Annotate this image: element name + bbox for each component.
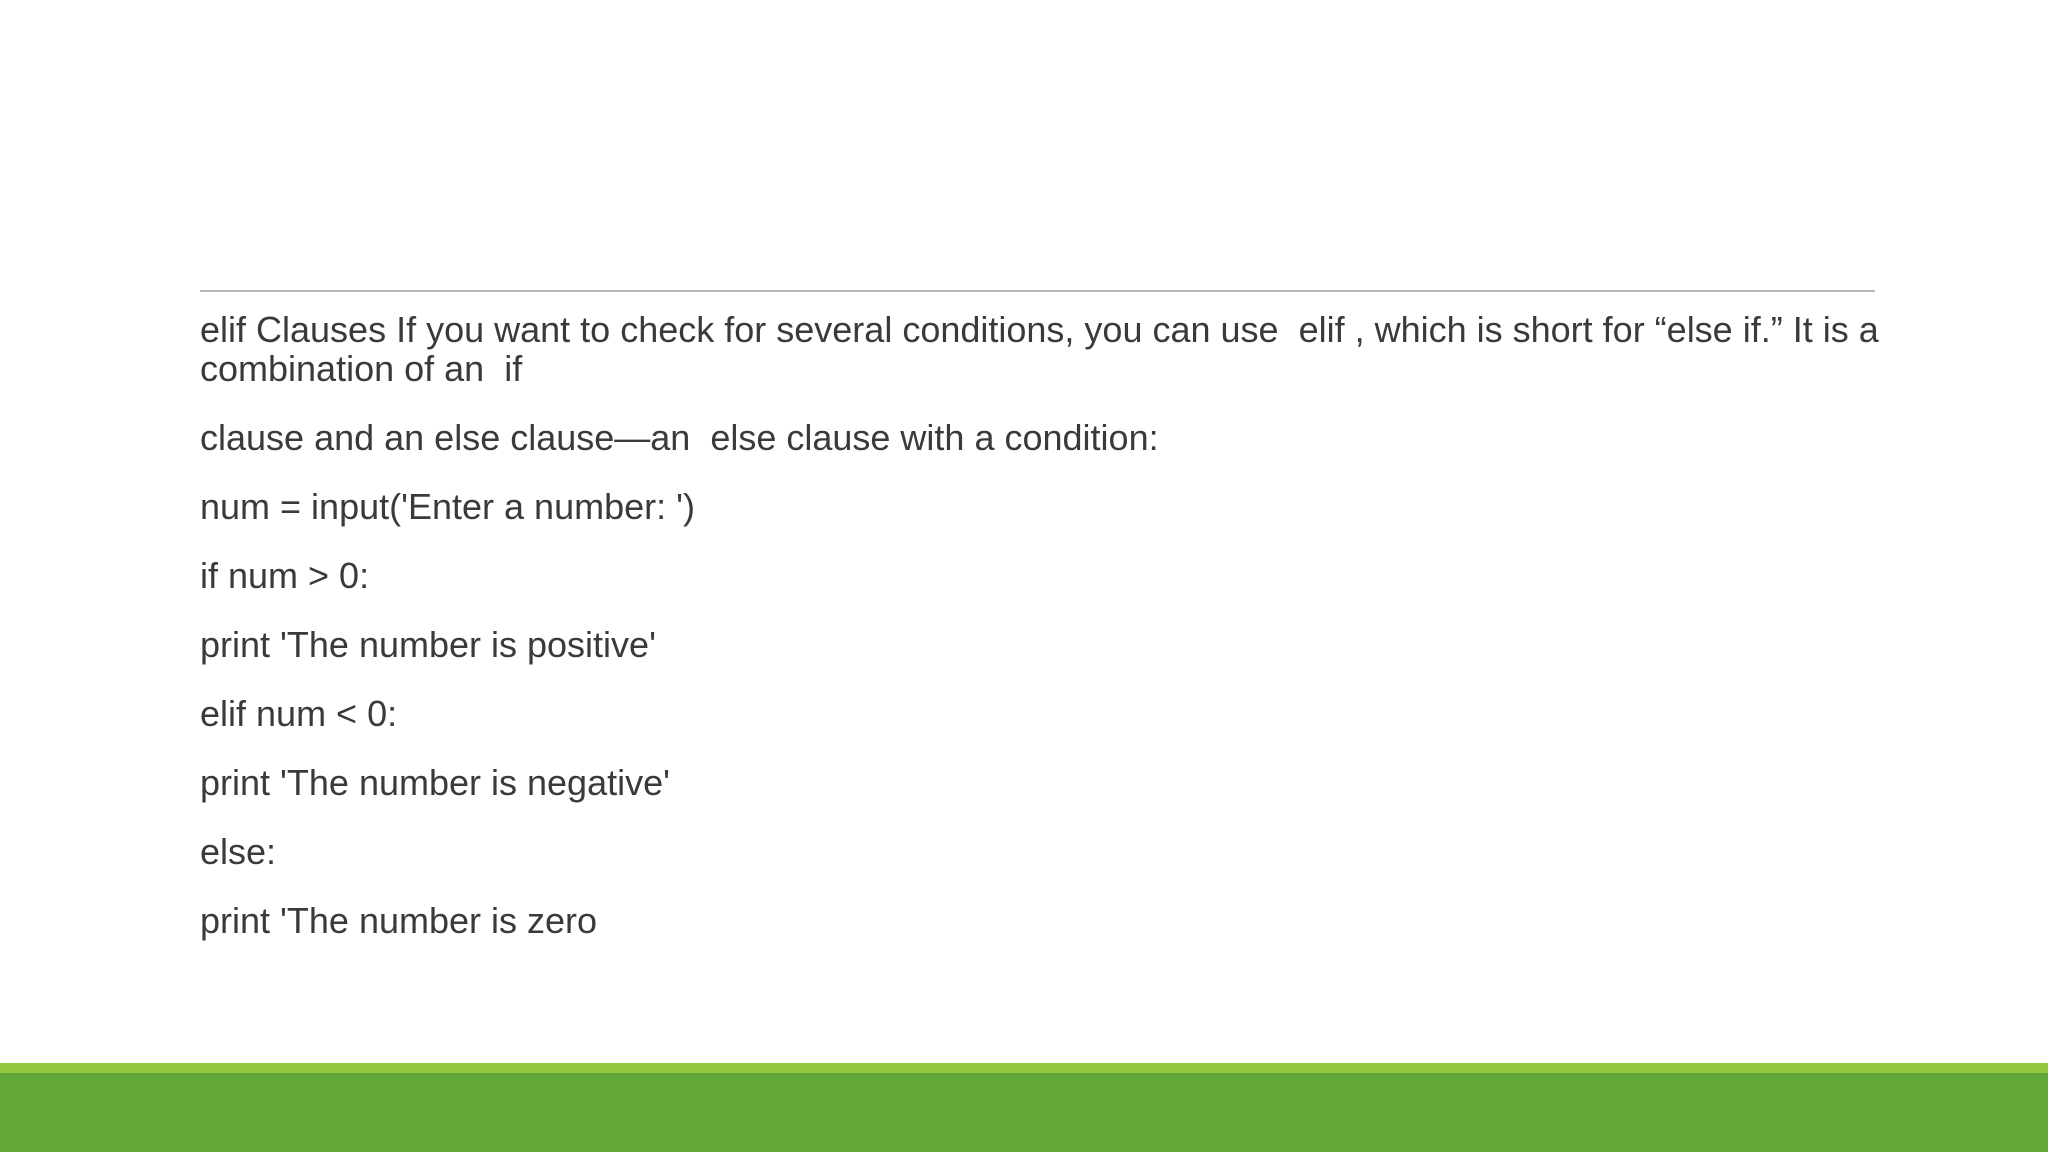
intro-paragraph: elif Clauses If you want to check for several conditions, you can use elif , which is short for “else if.” It is a combination of an if	[200, 309, 1909, 389]
intro-continuation: clause and an else clause—an else clause with a condition:	[200, 417, 1159, 458]
code-line-print-negative: print 'The number is negative'	[200, 762, 670, 803]
title-divider	[200, 290, 1875, 292]
slide-content	[200, 309, 1909, 970]
code-line-elif: elif num < 0:	[200, 693, 398, 734]
code-line-else: else:	[200, 831, 277, 872]
code-line-print-zero: print 'The number is zero	[200, 900, 598, 941]
code-line-if: if num > 0:	[200, 555, 370, 596]
code-line-print-positive: print 'The number is positive'	[200, 624, 656, 665]
footer-bar	[0, 1063, 2048, 1152]
code-line-input: num = input('Enter a number: ')	[200, 486, 695, 527]
footer-accent-stripe	[0, 1063, 2048, 1073]
